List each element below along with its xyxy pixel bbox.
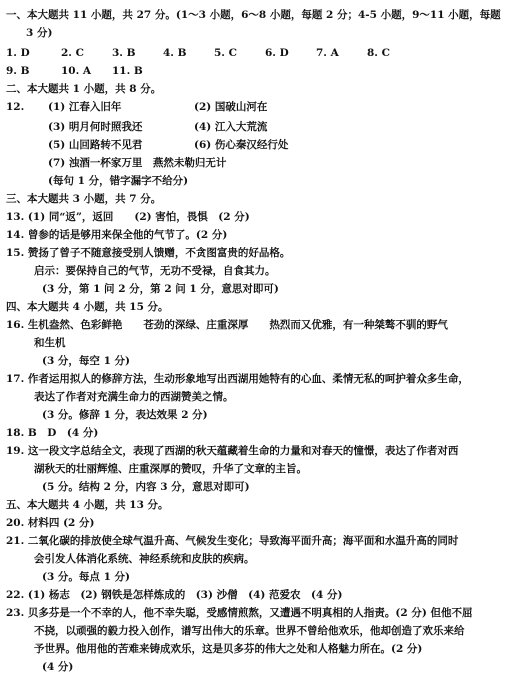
q13: 13. (1) 同“返”，返回 (2) 害怕，畏惧 (2 分) xyxy=(6,211,250,223)
q12-item-2: (2) 国破山河在 xyxy=(194,101,268,113)
q17-note: (3 分。修辞 1 分，表达效果 2 分) xyxy=(42,409,208,421)
answer-row-2 xyxy=(6,62,532,80)
q21-line-2: 会引发人体消化系统、神经系统和皮肤的疾病。 xyxy=(34,553,255,565)
answer-5: 5. C xyxy=(214,47,237,59)
answer-8: 8. C xyxy=(367,47,390,59)
q12-item-7: (7) 浊酒一杯家万里 燕然未勒归无计 xyxy=(48,157,227,169)
answer-6: 6. D xyxy=(265,47,289,59)
q12-item-1: (1) 江春入旧年 xyxy=(48,101,122,113)
q18: 18. B D (4 分) xyxy=(6,427,99,439)
q12-item-6: (6) 伤心秦汉经行处 xyxy=(194,139,289,151)
q23-line-1: 23. 贝多芬是一个不幸的人，他不幸失聪，受感情煎熬，又遭遇不明真相的人指责。(2 分) 但他不屈 xyxy=(6,607,473,619)
answer-10: 10. A xyxy=(61,65,92,77)
q16-note: (3 分，每空 1 分) xyxy=(42,355,131,367)
answer-4: 4. B xyxy=(163,47,187,59)
q12-number: 12. xyxy=(6,101,25,113)
section-3-header: 三、本大题共 3 小题，共 7 分。 xyxy=(6,193,162,205)
q12-row-3 xyxy=(6,136,532,154)
q17-line-2: 表达了作者对充满生命力的西湖赞美之情。 xyxy=(34,391,234,403)
section-2-header: 二、本大题共 1 小题，共 8 分。 xyxy=(6,83,162,95)
q17-line-1: 17. 作者运用拟人的修辞方法，生动形象地写出西湖用她特有的心血、柔情无私的呵护着众多生命， xyxy=(6,373,469,385)
q15-line-1: 15. 赞扬了曾子不随意接受别人馈赠，不贪图富贵的好品格。 xyxy=(6,247,291,259)
q21-line-1: 21. 二氧化碳的排放使全球气温升高、气候发生变化；导致海平面升高；海平面和水温升高的同时 xyxy=(6,535,459,547)
q22: 22. (1) 杨志 (2) 钢铁是怎样炼成的 (3) 沙僧 (4) 范爱农 (4 分) xyxy=(6,589,343,601)
answer-3: 3. B xyxy=(112,47,136,59)
section-1-header: 一、本大题共 11 小题，共 27 分。(1～3 小题，6～8 小题，每题 2 分；4-5 小题，9～11 小题，每题 xyxy=(6,9,501,21)
q21-note: (3 分。每点 1 分) xyxy=(42,571,131,583)
answer-2: 2. C xyxy=(61,47,84,59)
q15-note: (3 分，第 1 问 2 分，第 2 问 1 分，意思对即可) xyxy=(42,283,279,295)
q16-line-1: 16. 生机盎然、色彩鲜艳 苍劲的深绿、庄重深厚 热烈而又优雅，有一种桀骜不驯的野气 xyxy=(6,319,448,331)
q12-row-2 xyxy=(6,118,532,136)
section-5-header: 五、本大题共 4 小题，共 13 分。 xyxy=(6,499,169,511)
q12-item-3: (3) 明月何时照我还 xyxy=(48,121,143,133)
q14: 14. 曾参的话是够用来保全他的气节了。(2 分) xyxy=(6,229,228,241)
answer-11: 11. B xyxy=(112,65,143,77)
q20: 20. 材料四 (2 分) xyxy=(6,517,95,529)
q12-item-4: (4) 江入大荒流 xyxy=(194,121,268,133)
answer-9: 9. B xyxy=(6,65,30,77)
answer-1: 1. D xyxy=(6,47,30,59)
q19-line-1: 19. 这一段文字总结全文，表现了西湖的秋天蕴藏着生命的力量和对春天的憧憬，表达了作者对西 xyxy=(6,445,459,457)
q23-line-2: 不挠，以顽强的毅力投入创作，谱写出伟大的乐章。世界不曾给他欢乐，他却创造了欢乐来给 xyxy=(34,625,465,637)
q23-note: (4 分) xyxy=(42,661,74,673)
q16-line-2: 和生机 xyxy=(34,337,66,349)
section-1-header-cont: 3 分) xyxy=(26,27,53,39)
q23-line-3: 予世界。他用他的苦难来铸成欢乐，这是贝多芬的伟大之处和人格魅力所在。(2 分) xyxy=(34,643,423,655)
q19-line-2: 湖秋天的壮丽辉煌、庄重深厚的赞叹，升华了文章的主旨。 xyxy=(34,463,307,475)
answer-7: 7. A xyxy=(316,47,339,59)
answer-row-1 xyxy=(6,44,532,62)
q19-note: (5 分。结构 2 分，内容 3 分，意思对即可) xyxy=(42,481,250,493)
q15-line-2: 启示：要保持自己的气节，无功不受禄，自食其力。 xyxy=(34,265,276,277)
q12-item-5: (5) 山回路转不见君 xyxy=(48,139,143,151)
section-4-header: 四、本大题共 4 小题，共 15 分。 xyxy=(6,301,169,313)
q12-note: (每句 1 分，错字漏字不给分) xyxy=(48,175,189,187)
q12-row-1 xyxy=(6,98,532,116)
